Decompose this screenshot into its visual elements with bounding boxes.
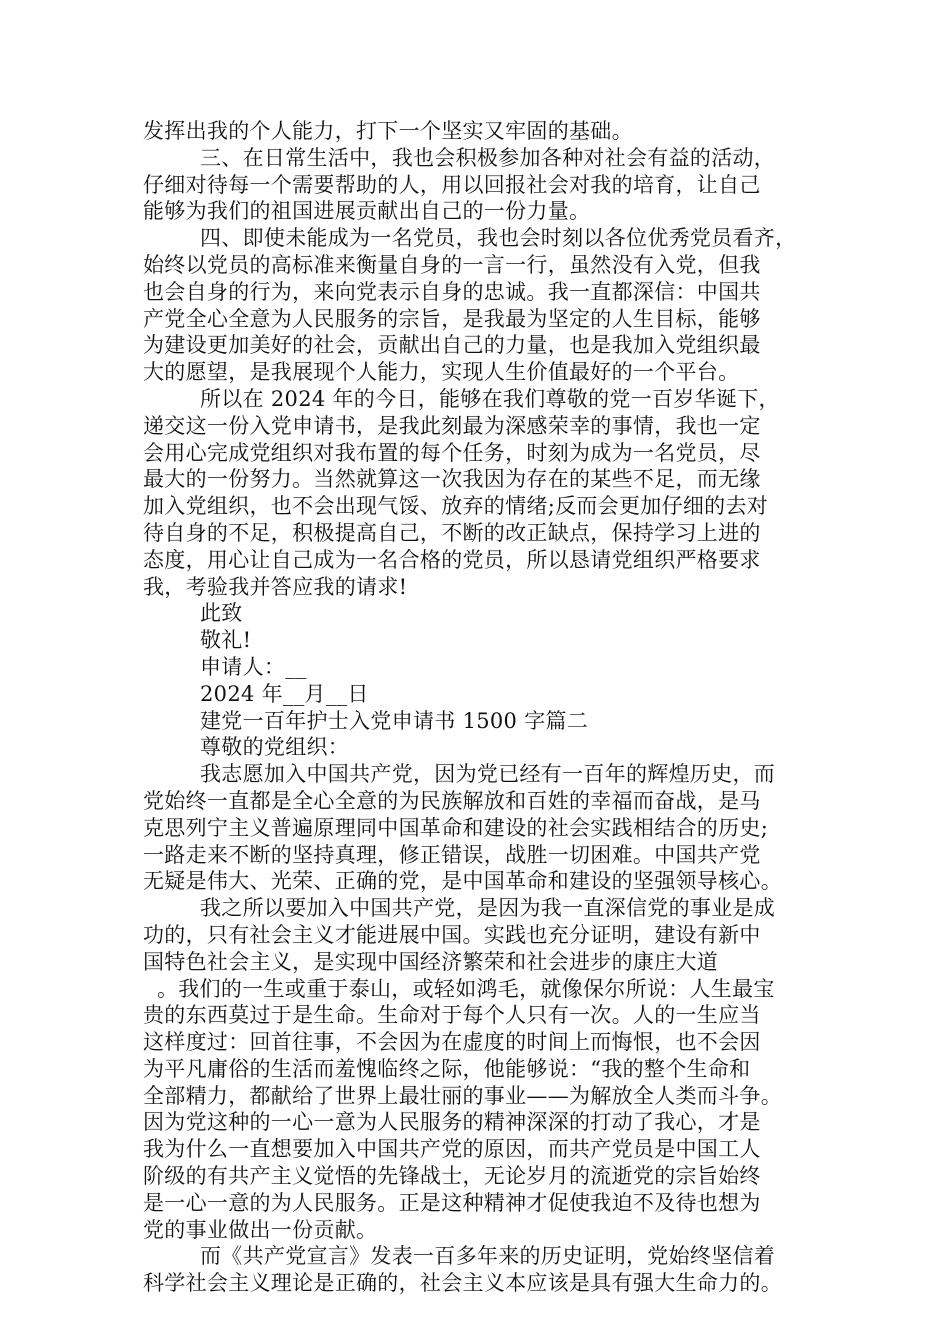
text-line: 阶级的有共产主义觉悟的先锋战士，无论岁月的流逝党的宗旨始终 <box>143 1164 761 1189</box>
text-line: 2024 年__月__日 <box>200 681 369 706</box>
text-line: 最大的一份努力。当然就算这一次我因为存在的某些不足，而无缘 <box>143 467 761 492</box>
text-line: 此致 <box>200 601 243 626</box>
text-line: 一路走来不断的坚持真理，修正错误，战胜一切困难。中国共产党 <box>143 842 761 867</box>
text-line: 大的愿望，是我展现个人能力，实现人生价值最好的一个平台。 <box>143 360 740 385</box>
text-line: 递交这一份入党申请书，是我此刻最为深感荣幸的事情，我也一定 <box>143 413 761 438</box>
text-line: 无疑是伟大、光荣、正确的党，是中国革命和建设的坚强领导核心。 <box>143 869 782 894</box>
text-line: 党的事业做出一份贡献。 <box>143 1217 378 1242</box>
text-line: 是一心一意的为人民服务。正是这种精神才促使我迫不及待也想为 <box>143 1190 761 1215</box>
text-line: 加入党组织，也不会出现气馁、放弃的情绪;反而会更加仔细的去对 <box>143 494 769 519</box>
text-line: 我为什么一直想要加入中国共产党的原因，而共产党员是中国工人 <box>143 1137 761 1162</box>
text-line: 能够为我们的祖国进展贡献出自己的一份力量。 <box>143 199 591 224</box>
text-line: 四、即使未能成为一名党员，我也会时刻以各位优秀党员看齐， <box>200 226 797 251</box>
text-line: 发挥出我的个人能力，打下一个坚实又牢固的基础。 <box>143 119 633 143</box>
document-body <box>143 118 833 1297</box>
text-line: 。我们的一生或重于泰山，或轻如鸿毛，就像保尔所说：人生最宝 <box>157 976 775 1001</box>
text-line: 党始终一直都是全心全意的为民族解放和百姓的幸福而奋战，是马 <box>143 788 761 813</box>
text-line: 科学社会主义理论是正确的，社会主义本应该是具有强大生命力的。 <box>143 1271 782 1296</box>
text-line: 克思列宁主义普遍原理同中国革命和建设的社会实践相结合的历史; <box>143 815 769 840</box>
text-line: 全部精力，都献给了世界上最壮丽的事业——为解放全人类而斗争。 <box>143 1083 782 1108</box>
text-line: 会用心完成党组织对我布置的每个任务，时刻为成为一名党员，尽 <box>143 440 761 465</box>
text-line: 建党一百年护士入党申请书 1500 字篇二 <box>200 708 589 733</box>
text-line: 贵的东西莫过于是生命。生命对于每个人只有一次。人的一生应当 <box>143 1003 761 1028</box>
text-line: 三、在日常生活中，我也会积极参加各种对社会有益的活动， <box>200 145 776 170</box>
text-line: 尊敬的党组织： <box>200 735 350 760</box>
text-line: 功的，只有社会主义才能进展中国。实践也充分证明，建设有新中 <box>143 922 761 947</box>
text-line: 也会自身的行为，来向党表示自身的忠诚。我一直都深信：中国共 <box>143 279 761 304</box>
text-line: 始终以党员的高标准来衡量自身的一言一行，虽然没有入党，但我 <box>143 252 761 277</box>
text-line: 申请人：__ <box>200 654 307 679</box>
text-line: 态度，用心让自己成为一名合格的党员，所以恳请党组织严格要求 <box>143 547 761 572</box>
text-line: 我之所以要加入中国共产党，是因为我一直深信党的事业是成 <box>200 896 776 921</box>
text-line: 这样度过：回首往事，不会因为在虚度的时间上而悔恨，也不会因 <box>143 1030 761 1055</box>
text-line: 我志愿加入中国共产党，因为党已经有一百年的辉煌历史，而 <box>200 762 776 787</box>
text-line: 为建设更加美好的社会，贡献出自己的力量，也是我加入党组织最 <box>143 333 761 358</box>
text-line: 为平凡庸俗的生活而羞愧临终之际，他能够说：“我的整个生命和 <box>143 1056 751 1081</box>
text-line: 所以在 2024 年的今日，能够在我们尊敬的党一百岁华诞下， <box>200 386 780 411</box>
text-line: 敬礼! <box>200 628 252 653</box>
text-line: 因为党这种的一心一意为人民服务的精神深深的打动了我心，才是 <box>143 1110 761 1135</box>
text-line: 产党全心全意为人民服务的宗旨，是我最为坚定的人生目标，能够 <box>143 306 761 331</box>
text-line: 而《共产党宣言》发表一百多年来的历史证明，党始终坚信着 <box>200 1244 776 1269</box>
text-line: 待自身的不足，积极提高自己，不断的改正缺点，保持学习上进的 <box>143 520 761 545</box>
text-line: 国特色社会主义，是实现中国经济繁荣和社会进步的康庄大道 <box>143 949 719 974</box>
text-line: 仔细对待每一个需要帮助的人，用以回报社会对我的培育，让自己 <box>143 172 761 197</box>
text-line: 我，考验我并答应我的请求! <box>143 574 408 599</box>
